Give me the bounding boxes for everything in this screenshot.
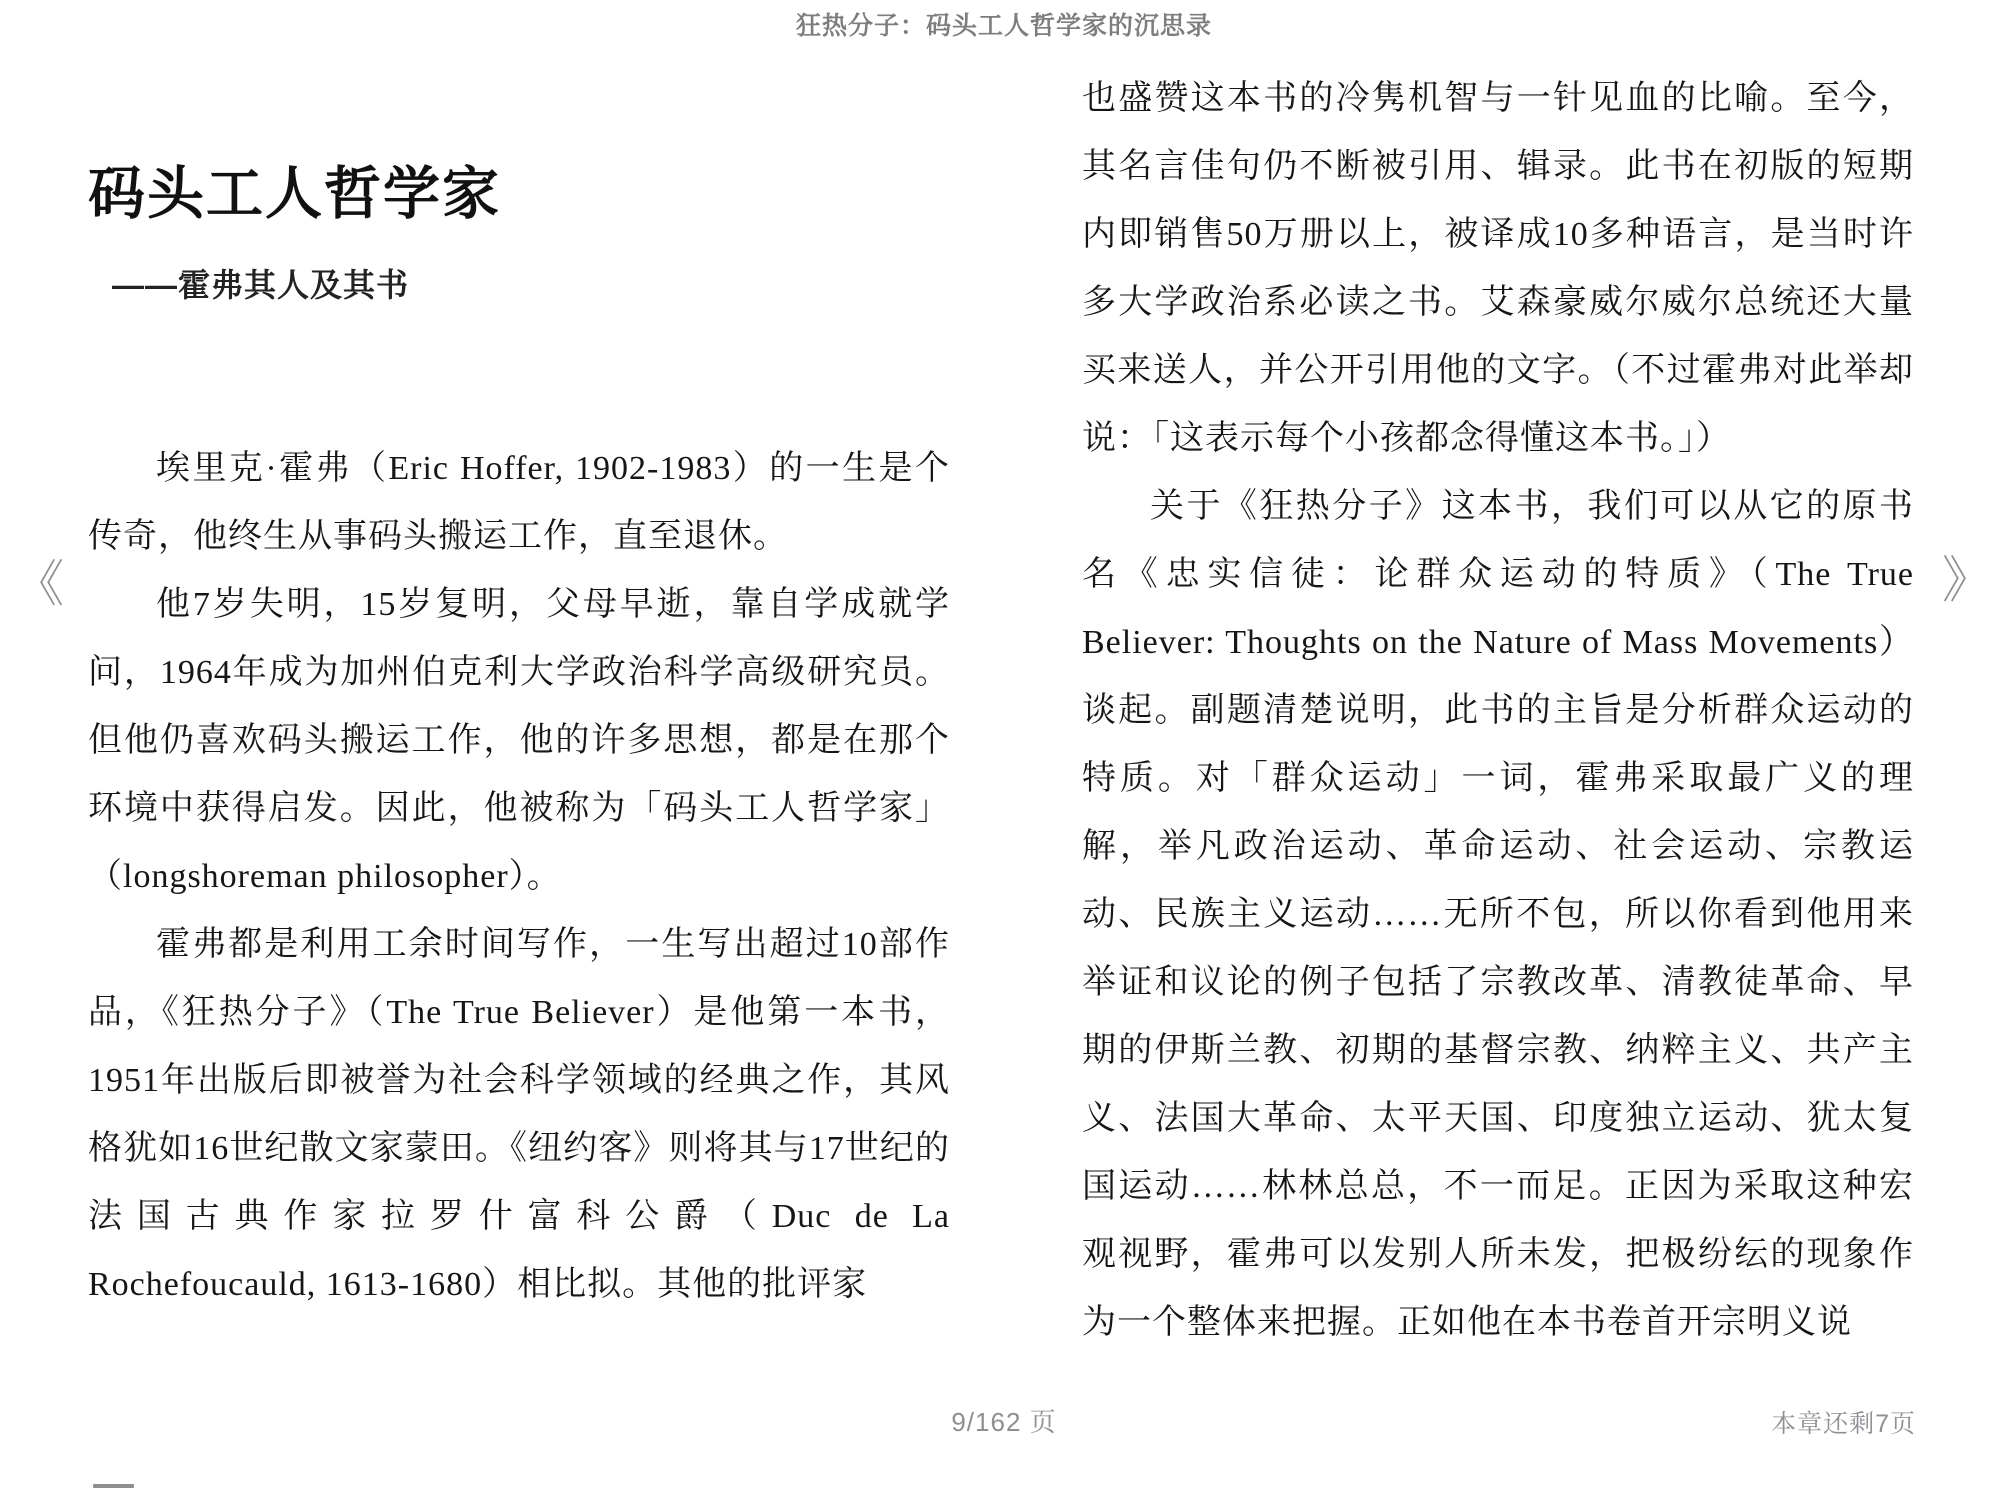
chapter-title: 码头工人哲学家 <box>88 162 501 226</box>
book-title: 狂热分子：码头工人哲学家的沉思录 <box>795 12 1212 40</box>
right-column-body <box>1082 65 1914 1357</box>
next-page-arrow-icon[interactable]: 》 <box>1942 552 1992 608</box>
page-indicator: 9/162 页 <box>951 1407 1057 1437</box>
paragraph: 埃里克·霍弗（Eric Hoffer, 1902-1983）的一生是个传奇，他终生从事码头搬运工作，直至退休。 <box>88 450 950 555</box>
bottom-left-partial-icon[interactable] <box>93 1484 134 1488</box>
paragraph-continuation: 也盛赞这本书的冷隽机智与一针见血的比喻。至今，其名言佳句仍不断被引用、辑录。此书在初版的短期内即销售50万册以上，被译成10多种语言，是当时许多大学政治系必读之书。艾森豪威尔威尔总统还大量买来送人，并公开引用他的文字。（不过霍弗对此举却说：「这表示每个小孩都念得懂这本书。」） <box>1082 80 1914 457</box>
chapter-subtitle: ——霍弗其人及其书 <box>112 267 410 303</box>
paragraph: 他7岁失明，15岁复明，父母早逝，靠自学成就学问，1964年成为加州伯克利大学政治科学高级研究员。但他仍喜欢码头搬运工作，他的许多思想，都是在那个环境中获得启发。因此，他被称为「码头工人哲学家」（longshoreman philosopher）。 <box>88 586 950 895</box>
left-text-column <box>88 0 950 1488</box>
chapter-remaining-label: 本章还剩7页 <box>1771 1410 1916 1438</box>
left-column-body <box>88 435 950 1319</box>
previous-page-arrow-icon[interactable]: 《 <box>14 556 64 612</box>
paragraph: 关于《狂热分子》这本书，我们可以从它的原书名《忠实信徒：论群众运动的特质》（The True Believer: Thoughts on the Nature of Mass Movements）谈起。副题清楚说明，此书的主旨是分析群众运动的特质。对「群众运动」一词，霍弗采取最广义的理解，举凡政治运动、革命运动、社会运动、宗教运动、民族主义运动……无所不包，所以你看到他用来举证和议论的例子包括了宗教改革、清教徒革命、早期的伊斯兰教、初期的基督宗教、纳粹主义、共产主义、法国大革命、太平天国、印度独立运动、犹太复国运动……林林总总，不一而足。正因为采取这种宏观视野，霍弗可以发别人所未发，把极纷纭的现象作为一个整体来把握。正如他在本书卷首开宗明义说 <box>1082 488 1914 1341</box>
right-text-column <box>1082 0 1914 1488</box>
paragraph: 霍弗都是利用工余时间写作，一生写出超过10部作品，《狂热分子》（The True Believer）是他第一本书，1951年出版后即被誉为社会科学领域的经典之作，其风格犹如16世纪散文家蒙田。《纽约客》则将其与17世纪的法国古典作家拉罗什富科公爵（Duc de La Rochefoucauld, 1613-1680）相比拟。其他的批评家 <box>88 926 950 1303</box>
